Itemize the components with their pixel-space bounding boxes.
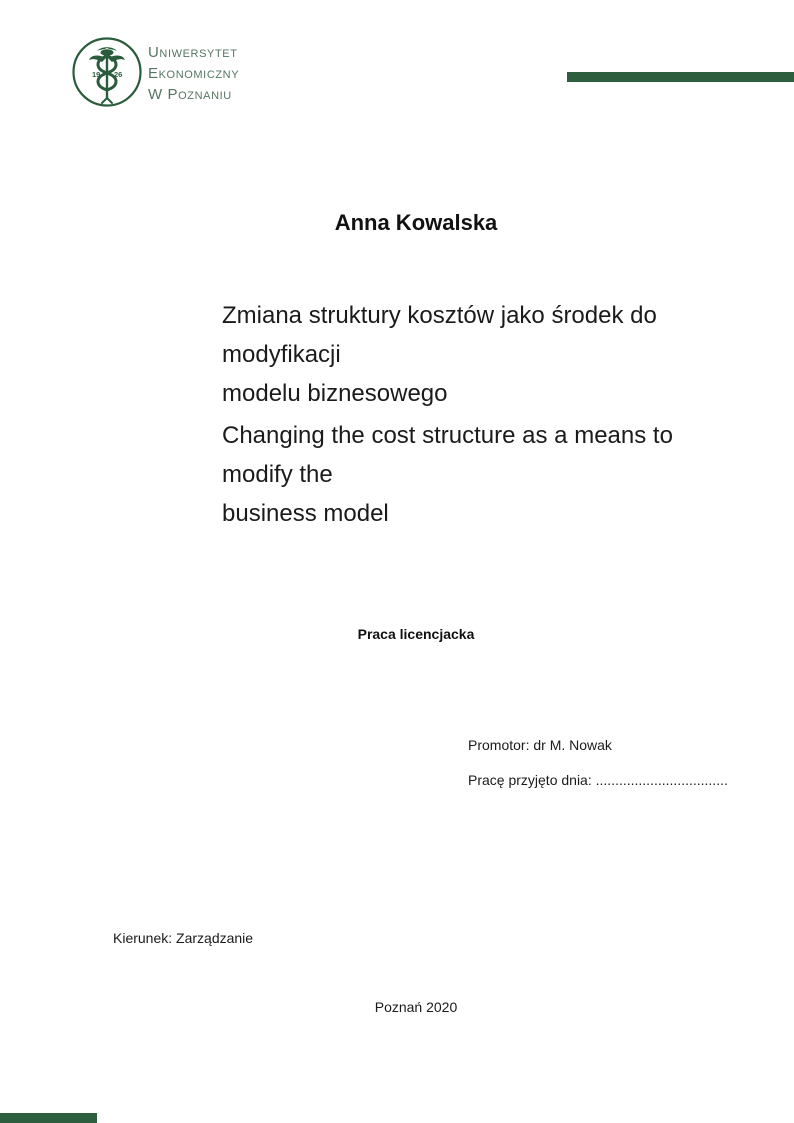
thesis-title-en-line-2: business model bbox=[222, 500, 389, 527]
header-accent-bar bbox=[567, 72, 794, 82]
logotype-line-3: W Poznaniu bbox=[148, 86, 232, 103]
city-year: Poznań 2020 bbox=[374, 999, 458, 1015]
university-emblem bbox=[71, 36, 143, 108]
logotype-line-2: Ekonomiczny bbox=[148, 65, 240, 82]
thesis-title-en-line-1: Changing the cost structure as a means to modify the bbox=[222, 422, 673, 488]
thesis-title-pl bbox=[222, 296, 722, 413]
thesis-title-en bbox=[222, 416, 722, 533]
footer-accent-bar bbox=[0, 1113, 97, 1123]
caduceus-emblem-icon bbox=[71, 36, 143, 108]
emblem-year-right: 26 bbox=[114, 70, 123, 79]
logotype-line-1: Uniwersytet bbox=[148, 44, 238, 61]
accepted-date-line: Pracę przyjęto dnia: .................................. bbox=[468, 772, 728, 788]
emblem-year-left: 19 bbox=[92, 70, 101, 79]
field-of-study-line: Kierunek: Zarządzanie bbox=[113, 930, 254, 946]
thesis-title-pl-line-1: Zmiana struktury kosztów jako środek do modyfikacji bbox=[222, 302, 657, 368]
author-name: Anna Kowalska bbox=[334, 210, 498, 235]
university-logotype bbox=[148, 42, 239, 105]
promotor-line: Promotor: dr M. Nowak bbox=[468, 737, 612, 753]
thesis-type-label: Praca licencjacka bbox=[357, 626, 475, 642]
thesis-title-pl-line-2: modelu biznesowego bbox=[222, 380, 448, 407]
